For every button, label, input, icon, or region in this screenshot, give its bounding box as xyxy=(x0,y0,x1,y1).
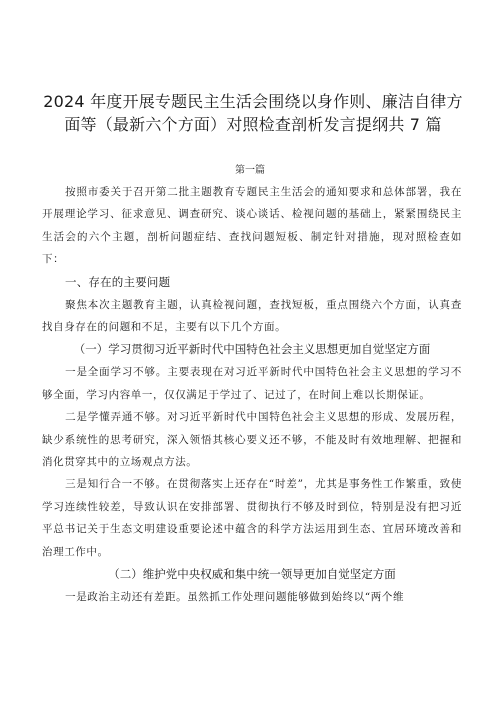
document-title: 2024 年度开展专题民主生活会围绕以身作则、廉洁自律方面等（最新六个方面）对照检查剖析发言提纲共 7 篇 xyxy=(43,92,463,134)
body-paragraph: 一是政治主动还有差距。虽然抓工作处理问题能够做到始终以“两个维 xyxy=(65,591,405,604)
body-paragraph: 三是知行合一不够。在贯彻落实上还存在“时差”，尤其是事务性工作繁重，致使学习连续性较差，导致认识在安排部署、贯彻执行不够及时到位，特别是没有把习近平总书记关于生态文明建设重要论述中蕴含的科学方法运用到生态、宜居环境改善和治理工作中。 xyxy=(42,478,462,558)
section-intro-paragraph: 聚焦本次主题教育主题，认真检视问题，查找短板，重点围绕六个方面，认真查找自身存在的问题和不足，主要有以下几个方面。 xyxy=(42,298,462,334)
subsection-heading-study: （一）学习贯彻习近平新时代中国特色社会主义思想更加自觉坚定方面 xyxy=(73,342,431,357)
intro-paragraph: 按照市委关于召开第二批主题教育专题民主生活会的通知要求和总体部署，我在开展理论学习、征求意见、调查研究、谈心谈话、检视问题的基础上，紧紧围绕民主生活会的六个主题，剖析问题症结、查找问题短板、制定针对措施，现对照检查如下： xyxy=(42,186,462,266)
body-paragraph: 一是全面学习不够。主要表现在对习近平新时代中国特色社会主义思想的学习不够全面，学习内容单一，仅仅满足于学过了、记过了，在时间上难以长期保证。 xyxy=(42,366,462,401)
chapter-label: 第一篇 xyxy=(235,165,265,176)
subsection-heading-authority: （二）维护党中央权威和集中统一领导更加自觉坚定方面 xyxy=(108,567,396,582)
document-body xyxy=(42,181,462,609)
body-paragraph: 二是学懂弄通不够。对习近平新时代中国特色社会主义思想的形成、发展历程，缺少系统性的思考研究，深入领悟其核心要义还不够，不能及时有效地理解、把握和消化贯穿其中的立场观点方法。 xyxy=(42,411,462,469)
section-heading-problems: 一、存在的主要问题 xyxy=(65,274,171,289)
